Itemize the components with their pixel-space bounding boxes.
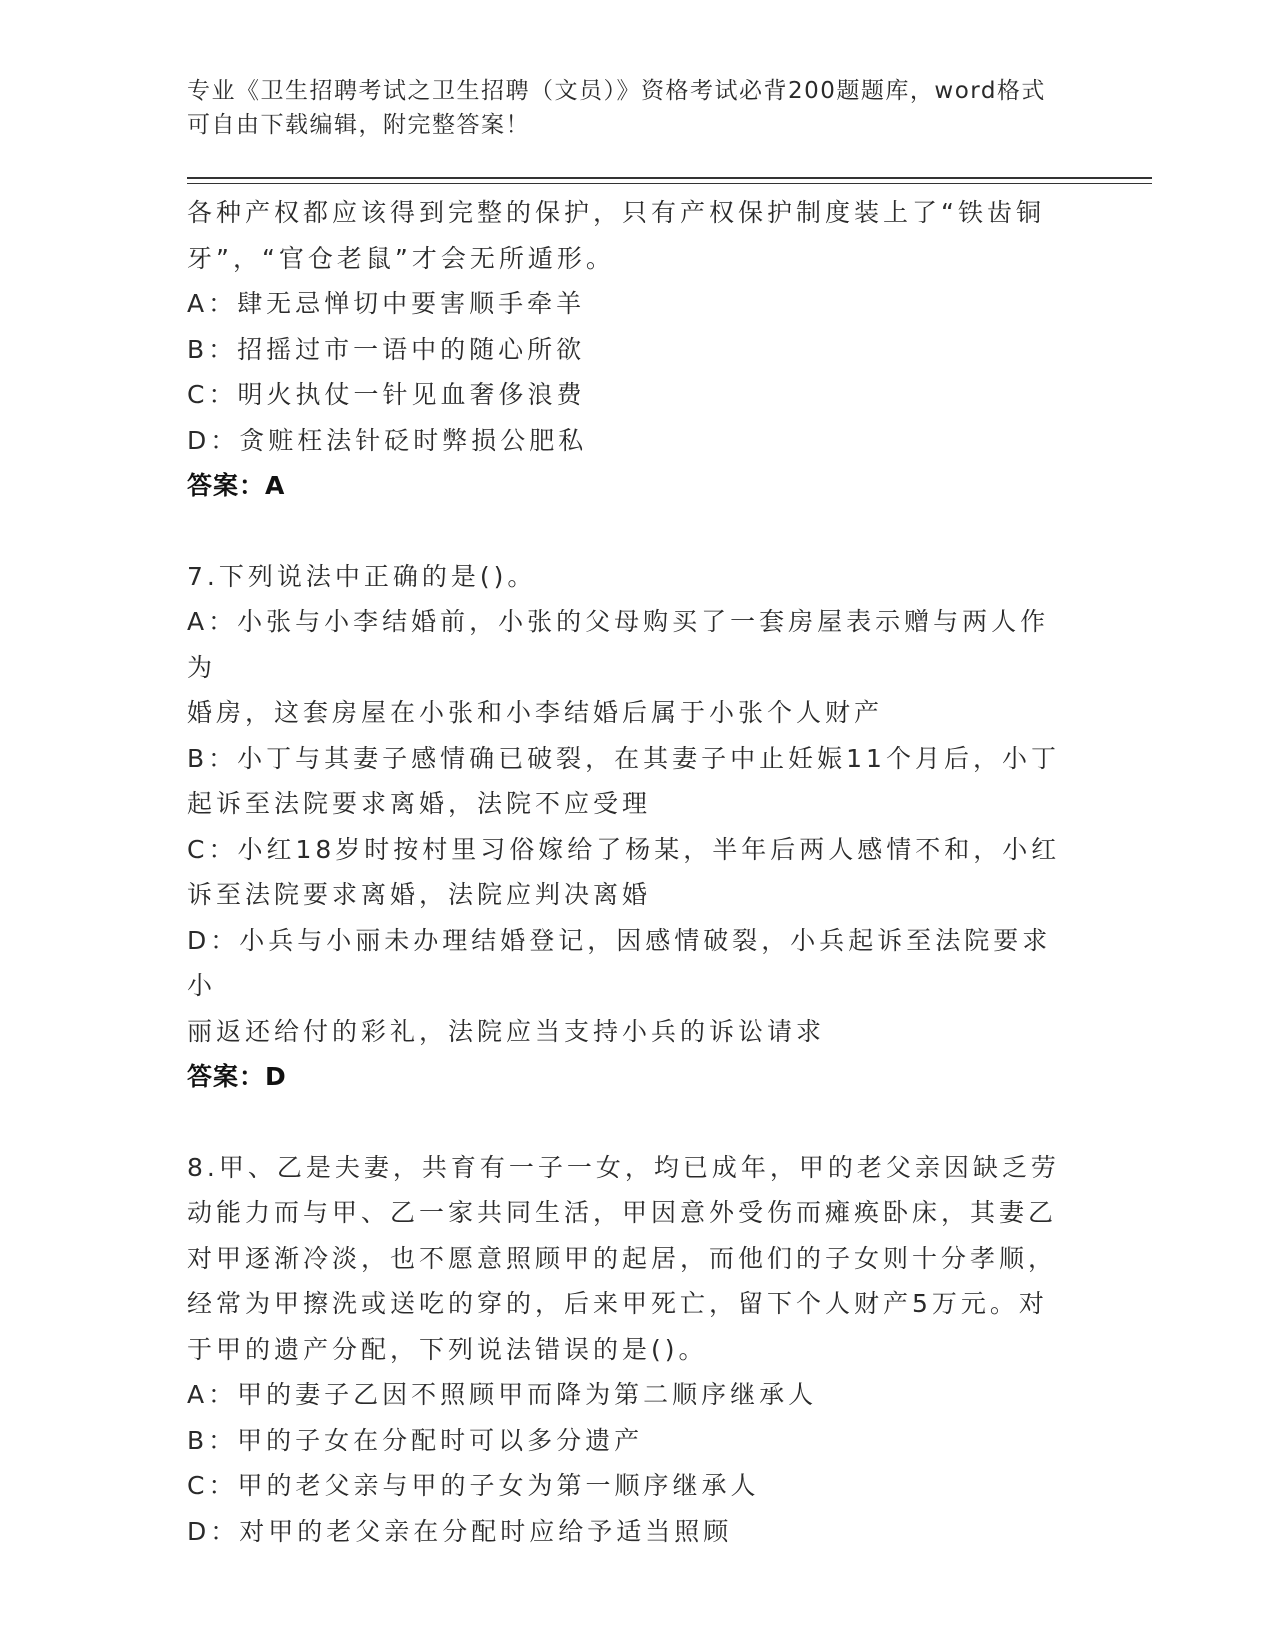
question-7-option-c-line-1: C：小红18岁时按村里习俗嫁给了杨某，半年后两人感情不和，小红 <box>187 834 1061 864</box>
question-8-stem-line-4: 经常为甲擦洗或送吃的穿的，后来甲死亡，留下个人财产5万元。对 <box>187 1289 1048 1318</box>
header-title-line-1: 专业《卫生招聘考试之卫生招聘（文员）》资格考试必背200题题库，word格式 <box>187 78 1046 104</box>
question-7-answer: 答案：D <box>187 1062 287 1091</box>
question-6-option-c: C：明火执仗一针见血奢侈浪费 <box>187 380 586 409</box>
question-6-answer: 答案：A <box>187 471 286 500</box>
question-8-stem-line-1: 8.甲、乙是夫妻，共育有一子一女，均已成年，甲的老父亲因缺乏劳 <box>187 1152 1060 1182</box>
question-8-stem-line-3: 对甲逐渐冷淡，也不愿意照顾甲的起居，而他们的子女则十分孝顺， <box>187 1243 1058 1273</box>
question-7 <box>187 554 1072 1100</box>
header-title-line-2: 可自由下载编辑，附完整答案！ <box>187 112 530 138</box>
question-7-option-c-line-2: 诉至法院要求离婚，法院应判决离婚 <box>187 880 652 909</box>
question-7-stem: 7.下列说法中正确的是()。 <box>187 561 537 591</box>
question-7-option-d-line-2: 丽返还给付的彩礼，法院应当支持小兵的诉讼请求 <box>187 1016 826 1046</box>
question-6-option-b: B：招摇过市一语中的随心所欲 <box>187 334 586 364</box>
question-6-stem-line-1: 各种产权都应该得到完整的保护，只有产权保护制度装上了“铁齿铜 <box>187 198 1045 227</box>
question-7-option-d-line-1: D：小兵与小丽未办理结婚登记，因感情破裂，小兵起诉至法院要求小 <box>187 925 1052 1000</box>
question-8-option-c: C：甲的老父亲与甲的子女为第一顺序继承人 <box>187 1471 760 1500</box>
question-7-option-b-line-1: B：小丁与其妻子感情确已破裂，在其妻子中止妊娠11个月后，小丁 <box>187 743 1060 773</box>
question-7-option-b-line-2: 起诉至法院要求离婚，法院不应受理 <box>187 789 652 818</box>
question-8-option-a: A：甲的妻子乙因不照顾甲而降为第二顺序继承人 <box>187 1380 818 1409</box>
question-8-option-b: B：甲的子女在分配时可以多分遗产 <box>187 1425 644 1455</box>
question-6-option-d: D：贪赃枉法针砭时弊损公肥私 <box>187 425 588 455</box>
question-8-stem-line-5: 于甲的遗产分配，下列说法错误的是()。 <box>187 1334 708 1364</box>
question-8-stem-line-2: 动能力而与甲、乙一家共同生活，甲因意外受伤而瘫痪卧床，其妻乙 <box>187 1198 1058 1227</box>
question-content <box>187 190 1072 1554</box>
question-6-stem-line-2: 牙”，“官仓老鼠”才会无所遁形。 <box>187 243 615 273</box>
question-6-option-a: A：肆无忌惮切中要害顺手牵羊 <box>187 289 586 318</box>
question-6 <box>187 190 1072 509</box>
document-header <box>187 74 1067 142</box>
header-divider-thin <box>187 183 1152 184</box>
question-7-option-a-line-1: A：小张与小李结婚前，小张的父母购买了一套房屋表示赠与两人作为 <box>187 607 1050 682</box>
question-8-option-d: D：对甲的老父亲在分配时应给予适当照顾 <box>187 1516 733 1546</box>
question-7-option-a-line-2: 婚房，这套房屋在小张和小李结婚后属于小张个人财产 <box>187 698 884 727</box>
question-8 <box>187 1145 1072 1555</box>
header-divider-thick <box>187 177 1152 179</box>
